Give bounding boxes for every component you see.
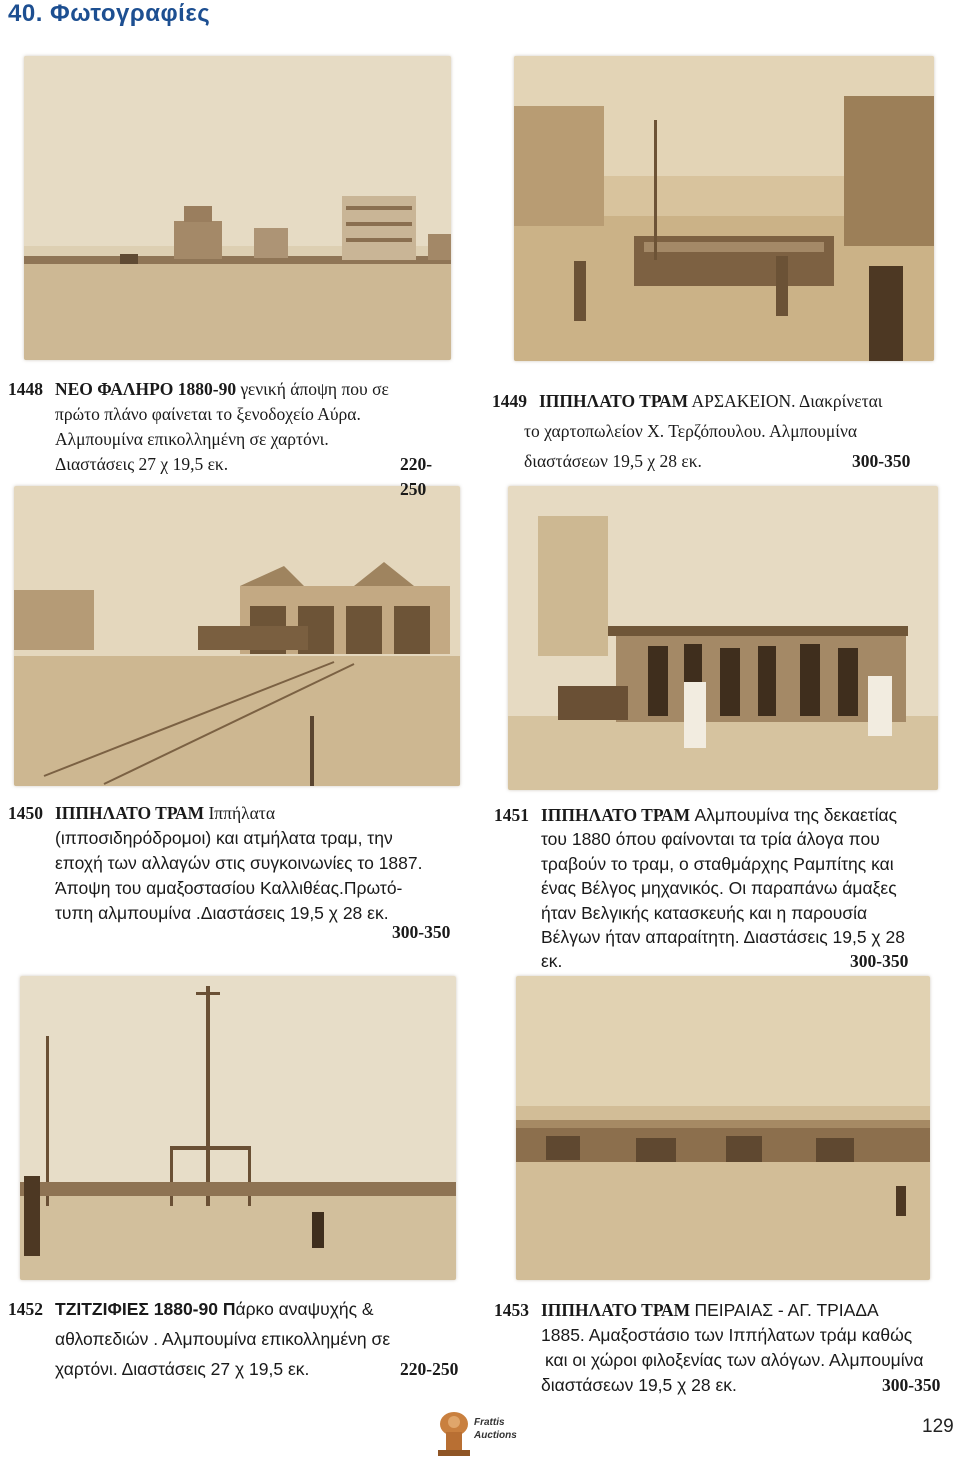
page-header bbox=[0, 0, 960, 34]
caption-line: Αλμπουμίνα επικολλημένη σε χαρτόνι. bbox=[55, 429, 329, 449]
caption-line: 1885. Αμαξοστάσιο των Ιππήλατων τράμ καθώς bbox=[541, 1325, 913, 1345]
page-number: 129 bbox=[922, 1416, 954, 1437]
caption-1451 bbox=[494, 803, 946, 973]
caption-line: πρώτο πλάνο φαίνεται το ξενοδοχείο Αύρα. bbox=[55, 404, 361, 424]
caption-line: άρκο αναψυχής & bbox=[235, 1299, 374, 1319]
lot-title: ΤΖΙΤΖΙΦΙΕΣ 1880-90 Π bbox=[55, 1299, 236, 1319]
caption-line: γενική άποψη που σε bbox=[240, 379, 389, 399]
caption-line: Διαστάσεις 27 χ 19,5 εκ. bbox=[55, 454, 229, 474]
caption-line: Βέλγων ήταν απαραίτητη. Διαστάσεις 19,5 χ 28 bbox=[541, 927, 905, 948]
lot-number: 1449 bbox=[492, 391, 527, 411]
lot-number: 1450 bbox=[8, 803, 43, 823]
caption-1449 bbox=[492, 386, 946, 482]
caption-line: Άποψη του αμαξοστασίου Καλλιθέας.Πρωτό- bbox=[55, 878, 403, 898]
caption-line: εποχή των αλλαγών στις συγκοινωνίες το 1887. bbox=[55, 853, 423, 873]
caption-line: Αλμπουμίνα της δεκαετίας bbox=[694, 805, 898, 825]
caption-line: εκ. bbox=[541, 951, 563, 972]
lot-title: ΙΠΠΗΛΑΤΟ ΤΡΑΜ bbox=[541, 1300, 691, 1320]
photo-1448-neo-faliro bbox=[24, 56, 451, 360]
lot-title: ΙΠΠΗΛΑΤΟ ΤΡΑΜ bbox=[541, 805, 691, 825]
photo-1451-tram-stationmaster bbox=[508, 486, 938, 790]
caption-line: και οι χώροι φιλοξενίας των αλόγων. Αλμπουμίνα bbox=[545, 1350, 924, 1370]
caption-line: αθλοπεδιών . Αλμπουμίνα επικολλημένη σε bbox=[55, 1329, 391, 1349]
lot-price: 300-350 bbox=[850, 951, 909, 971]
lot-price: 300-350 bbox=[392, 922, 451, 942]
photo-1452-tzitzifies-park bbox=[20, 976, 456, 1280]
caption-line: ΠΕΙΡΑΙΑΣ - ΑΓ. ΤΡΙΑΔΑ bbox=[694, 1300, 879, 1320]
photo-1453-peiraias-depot bbox=[516, 976, 930, 1280]
lot-number: 1452 bbox=[8, 1299, 43, 1319]
caption-line: διαστάσεων 19,5 χ 28 εκ. bbox=[541, 1375, 737, 1395]
caption-line: τυπη αλμπουμίνα .Διαστάσεις 19,5 χ 28 εκ. bbox=[55, 903, 389, 923]
caption-line: διαστάσεων 19,5 χ 28 εκ. bbox=[524, 451, 702, 471]
caption-line: τραβούν το τραμ, ο σταθμάρχης Ραμπίτης και bbox=[541, 853, 894, 874]
lot-price: 300-350 bbox=[882, 1375, 941, 1395]
caption-line: ΑΡΣΑΚΕΙΟΝ. Διακρίνεται bbox=[691, 391, 883, 411]
caption-line: Ιππήλατα bbox=[208, 803, 275, 823]
logo-emblem-icon bbox=[432, 1406, 476, 1460]
caption-1450 bbox=[8, 801, 468, 951]
lot-title: ΙΠΠΗΛΑΤΟ ΤΡΑΜ bbox=[539, 391, 689, 411]
logo-line-1: Frattis bbox=[474, 1417, 505, 1428]
page-title: 40. Φωτογραφίες bbox=[8, 0, 211, 27]
logo-line-2: Auctions bbox=[474, 1430, 517, 1441]
caption-line: ένας Βέλγος μηχανικός. Οι παραπάνω άμαξες bbox=[541, 878, 897, 899]
photo-1450-kallithea-depot bbox=[14, 486, 460, 786]
lot-number: 1453 bbox=[494, 1300, 529, 1320]
lot-price: 300-350 bbox=[852, 451, 911, 471]
caption-line: χαρτόνι. Διαστάσεις 27 χ 19,5 εκ. bbox=[55, 1359, 310, 1379]
caption-1448 bbox=[8, 377, 458, 499]
photo-1449-arsakeion-tram bbox=[514, 56, 934, 361]
caption-line: ήταν Βελγικής κατασκευής και η παρουσία bbox=[541, 902, 868, 923]
caption-line: του 1880 όπου φαίνονται τα τρία άλογα που bbox=[541, 829, 880, 850]
caption-1452 bbox=[8, 1294, 468, 1390]
lot-price: 220-250 bbox=[400, 1359, 459, 1379]
lot-title: ΝΕΟ ΦΑΛΗΡΟ 1880-90 bbox=[55, 379, 237, 399]
frattis-auctions-logo bbox=[432, 1406, 528, 1460]
caption-line: το χαρτοπωλείον Χ. Τερζόπουλου. Αλμπουμίνα bbox=[524, 421, 858, 441]
lot-number: 1451 bbox=[494, 805, 529, 825]
lot-price: 220-250 bbox=[400, 454, 433, 499]
lot-title: ΙΠΠΗΛΑΤΟ ΤΡΑΜ bbox=[55, 803, 205, 823]
lot-number: 1448 bbox=[8, 379, 43, 399]
caption-1453 bbox=[494, 1298, 952, 1398]
caption-line: (ιπποσιδηρόδρομοι) και ατμήλατα τραμ, την bbox=[55, 828, 393, 848]
